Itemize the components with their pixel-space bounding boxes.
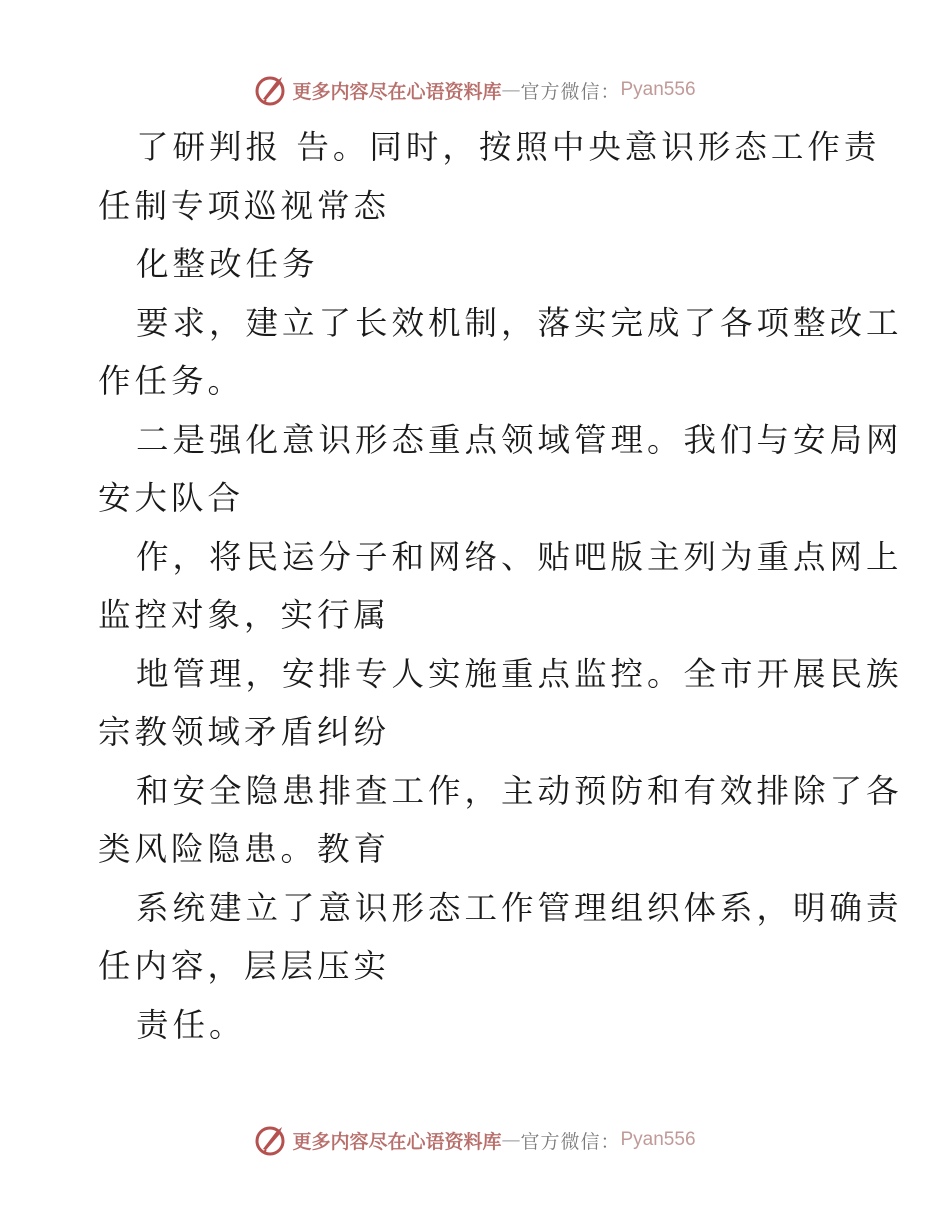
text-line-13: 类风险隐患。教育	[98, 830, 391, 868]
text-line-1: 了研判报 告。同时，按照中央意识形态工作责	[136, 128, 881, 166]
text-line-7: 安大队合	[98, 479, 245, 517]
watermark-brand: 更多内容尽在心语资料库	[292, 80, 502, 103]
text-line-2: 任制专项巡视常态	[98, 186, 391, 225]
watermark-dash: —	[501, 1129, 521, 1151]
watermark-wechat-id: Pyan556	[620, 79, 696, 100]
watermark-wechat-id: Pyan556	[620, 1129, 696, 1150]
text-line-4: 要求，建立了长效机制，落实完成了各项整改工	[136, 303, 903, 342]
text-line-10: 地管理，安排专人实施重点监控。全市开展民族	[136, 654, 903, 693]
text-line-8: 作，将民运分子和网络、贴吧版主列为重点网上	[136, 537, 903, 576]
text-line-14: 系统建立了意识形态工作管理组织体系，明确责	[136, 888, 903, 927]
watermark-official-label: 官方微信：	[520, 1130, 621, 1153]
watermark-dash: —	[501, 79, 521, 101]
text-line-6: 二是强化意识形态重点领域管理。我们与安局网	[136, 420, 903, 459]
watermark-official-label: 官方微信：	[520, 80, 621, 103]
text-line-9: 监控对象，实行属	[98, 596, 391, 634]
text-line-15: 任内容，层层压实	[98, 947, 391, 985]
text-line-16: 责任。	[136, 1005, 246, 1044]
quill-logo-icon	[254, 1123, 288, 1157]
header-watermark	[0, 70, 950, 110]
quill-logo-icon	[254, 73, 288, 107]
document-body	[98, 118, 903, 1054]
text-line-12: 和安全隐患排查工作，主动预防和有效排除了各	[136, 771, 903, 810]
text-line-11: 宗教领域矛盾纠纷	[98, 713, 391, 751]
text-line-3: 化整改任务	[136, 245, 319, 283]
text-line-5: 作任务。	[98, 362, 245, 400]
footer-watermark	[0, 1120, 950, 1160]
watermark-brand: 更多内容尽在心语资料库	[292, 1130, 502, 1153]
